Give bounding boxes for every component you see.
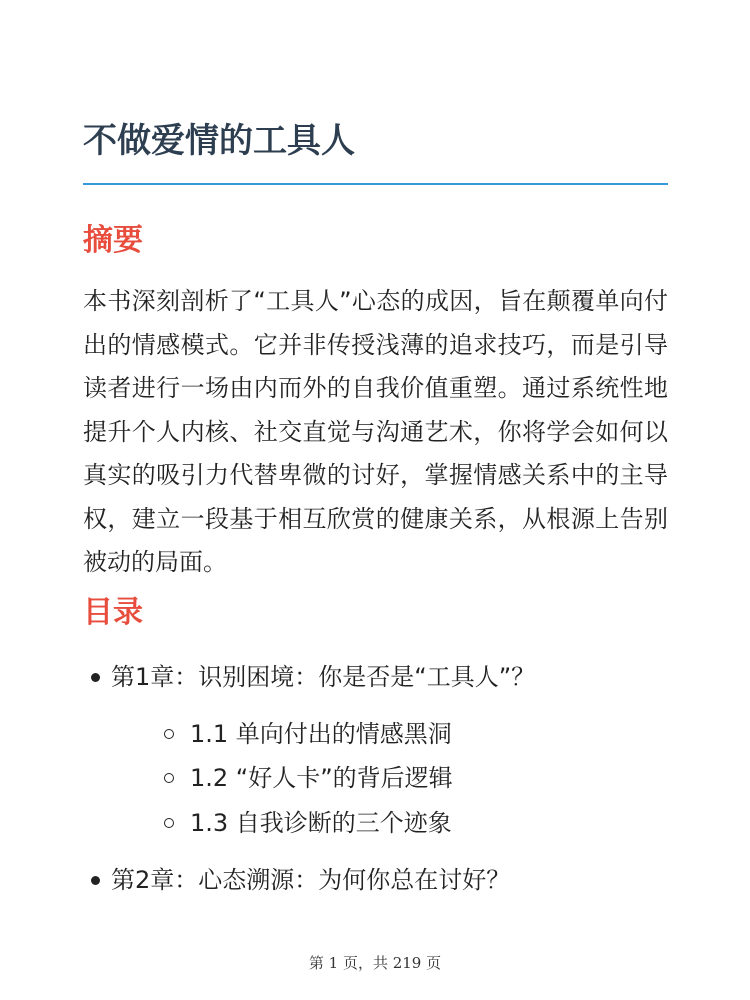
toc-section-1-2-label: 1.2 “好人卡”的背后逻辑: [190, 764, 453, 792]
abstract-heading: 摘要: [83, 223, 143, 258]
toc-chapter-2-label: 第2章：心态溯源：为何你总在讨好？: [111, 866, 511, 894]
bullet-dot-icon: [91, 673, 100, 682]
title-divider: [83, 183, 668, 185]
toc-section-1-1: [190, 716, 452, 752]
toc-section-1-3: [190, 805, 452, 841]
toc-section-1-1-label: 1.1 单向付出的情感黑洞: [190, 720, 452, 748]
bullet-circle-icon: [164, 729, 174, 739]
page-number-footer: 第 1 页，共 219 页: [308, 954, 442, 972]
toc-section-1-3-label: 1.3 自我诊断的三个迹象: [190, 809, 452, 837]
bullet-circle-icon: [164, 818, 174, 828]
toc-heading: 目录: [83, 595, 143, 630]
toc-chapter-1: [111, 657, 535, 697]
bullet-circle-icon: [164, 773, 174, 783]
document-title: 不做爱情的工具人: [83, 121, 355, 161]
abstract-paragraph: 本书深刻剖析了“工具人”心态的成因，旨在颠覆单向付出的情感模式。它并非传授浅薄的追求技巧，而是引导读者进行一场由内而外的自我价值重塑。通过系统性地提升个人内核、社交直觉与沟通艺术，你将学会如何以真实的吸引力代替卑微的讨好，掌握情感关系中的主导权，建立一段基于相互欣赏的健康关系，从根源上告别被动的局面。: [83, 287, 668, 576]
toc-chapter-1-label: 第1章：识别困境：你是否是“工具人”？: [111, 663, 536, 691]
toc-chapter-2: [111, 860, 510, 900]
toc-section-1-2: [190, 760, 453, 796]
bullet-dot-icon: [91, 876, 100, 885]
